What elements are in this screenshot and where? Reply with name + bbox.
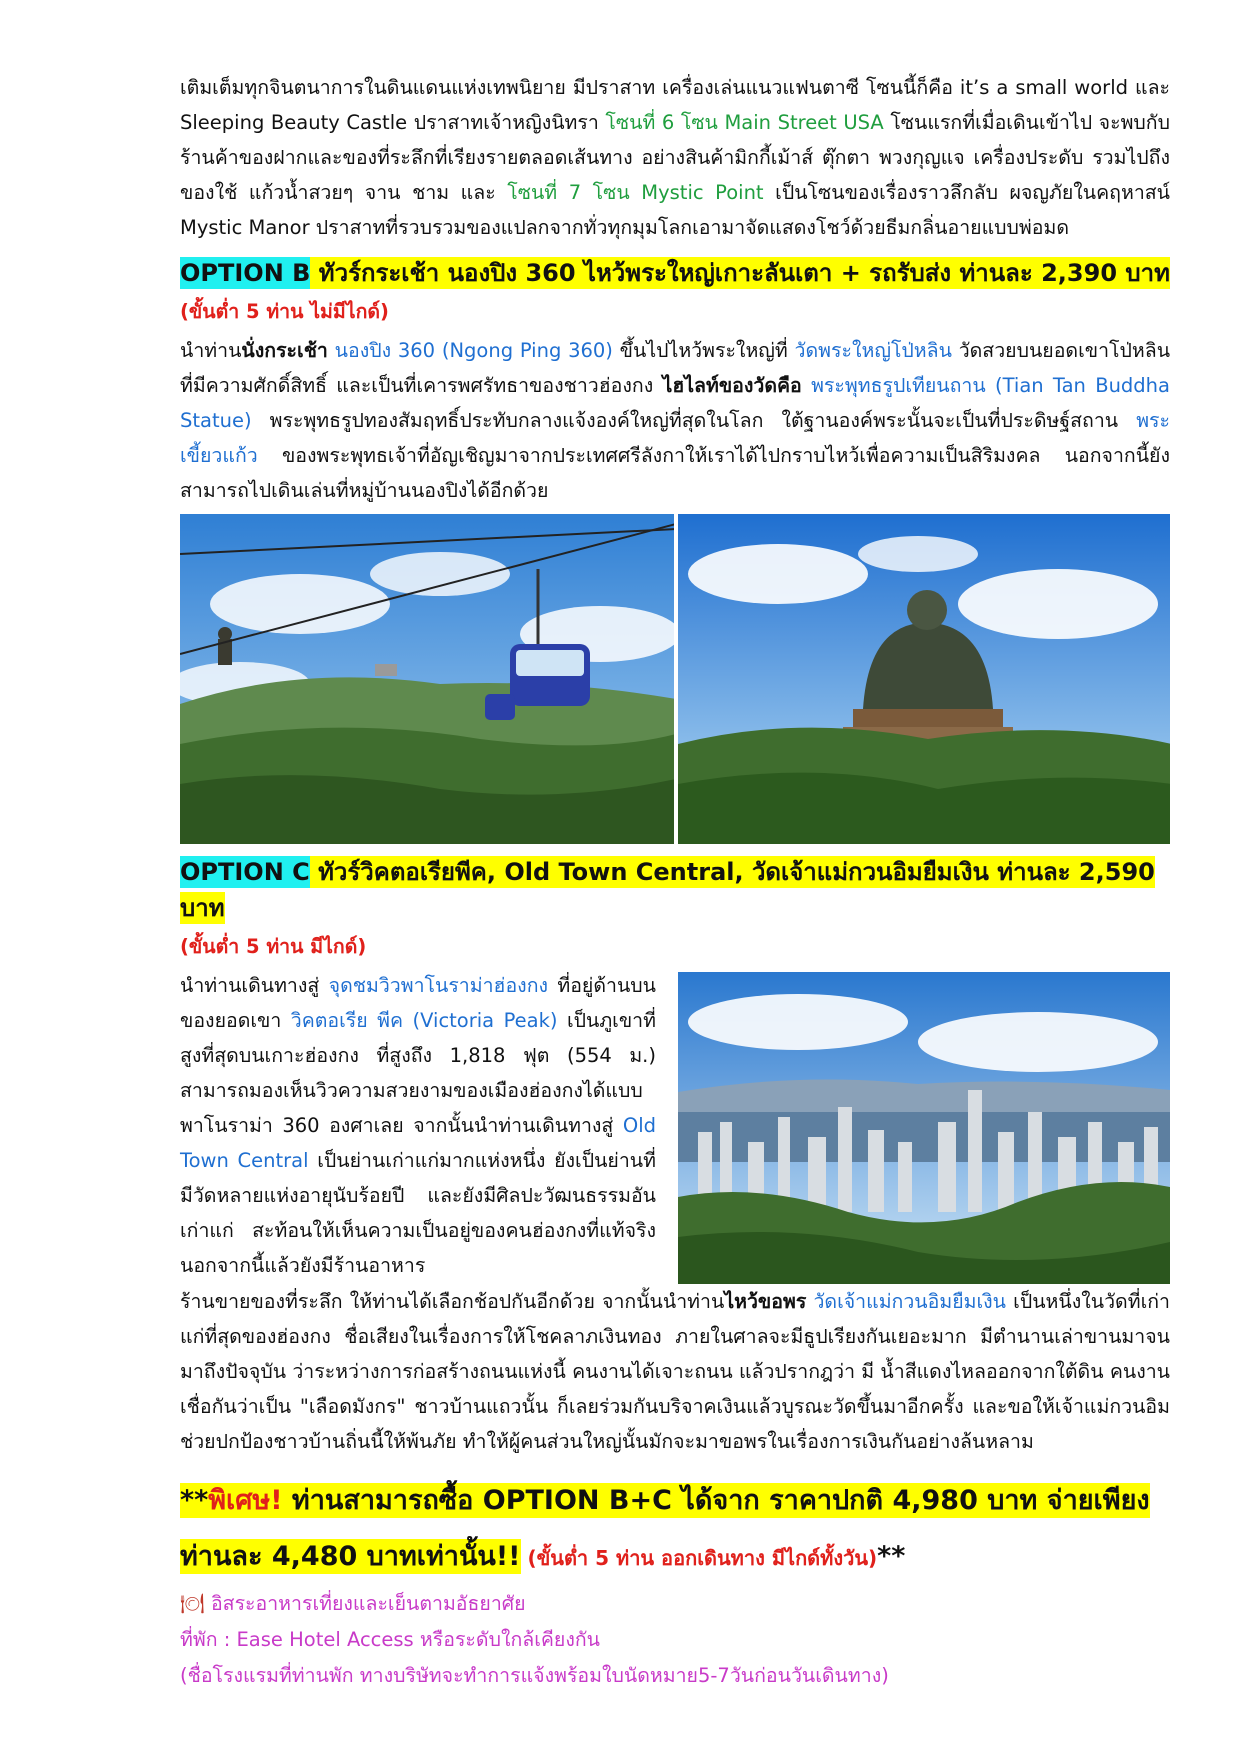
option-b-images <box>180 514 1170 844</box>
option-c-tag: OPTION C <box>180 858 310 886</box>
option-b-tag: OPTION B <box>180 259 311 287</box>
special-tag: พิเศษ! <box>208 1485 283 1516</box>
victoria-peak-photo <box>678 972 1170 1284</box>
meal-line <box>180 1586 1170 1622</box>
text-bold: ไฮไลท์ของวัดคือ <box>662 374 802 397</box>
text: วัดสวยบนยอดเขาโป่หลินที่มีความศักดิ์สิทธิ์ และเป็นที่เคารพศรัทธาของชาวฮ่องกง <box>180 339 1171 397</box>
text <box>802 374 811 397</box>
text: เป็นย่านเก่าแก่มากแห่งหนึ่ง ยังเป็นย่านที่มีวัดหลายแห่งอายุนับร้อยปี และยังมีศิลปะวัฒนธรรมอันเก่าแก่ สะท้อนให้เห็นความเป็นอยู่ของคนฮ่องกงที่แท้จริง นอกจากนี้แล้วยังมีร้านอาหาร <box>180 1149 656 1277</box>
option-c-paragraph-a <box>180 968 656 1284</box>
text: พระพุทธรูปทองสัมฤทธิ์ประทับกลางแจ้งองค์ใหญ่ที่สุดในโลก ใต้ฐานองค์พระนั้นจะเป็นที่ประดิษฐ์สถาน <box>251 409 1137 432</box>
option-b-heading <box>180 255 1170 291</box>
temple-link: วัดเจ้าแม่กวนอิมยืมเงิน <box>813 1290 1006 1313</box>
text: ร้านขายของที่ระลึก ให้ท่านได้เลือกช้อปกันอีกด้วย จากนั้นนำท่าน <box>180 1290 725 1313</box>
cable-car-photo <box>180 514 674 844</box>
stars: ** <box>180 1485 209 1516</box>
text: นำท่านเดินทางสู่ <box>180 974 329 997</box>
document-page <box>180 70 1170 1694</box>
option-c-heading <box>180 854 1170 926</box>
special-note: (ขั้นต่ำ 5 ท่าน ออกเดินทาง มีไกด์ทั้งวัน) <box>520 1546 878 1570</box>
text: เป็นหนึ่งในวัดที่เก่าแก่ที่สุดของฮ่องกง ชื่อเสียงในเรื่องการให้โชคลาภเงินทอง ภายในศาลจะมีธูปเรียงกันเยอะมาก มีตำนานเล่าขานมาจนมาถึงปัจจุบัน ว่าระหว่างการก่อสร้างถนนแห่งนี้ คนงานได้เจาะถนน แล้วปรากฎว่า มี น้ำสีแดงไหลออกจากใต้ดิน คนงานเชื่อกันว่าเป็น "เลือดมังกร" ชาวบ้านแถวนั้น ก็เลยร่วมกันบริจาคเงินแล้วบูรณะวัดขึ้นมาอีกครั้ง และขอให้เจ้าแม่กวนอิม ช่วยปกป้องชาวบ้านถิ่นนี้ให้พ้นภัย ทำให้ผู้คนส่วนใหญ่นั้นมักจะมาขอพรในเรื่องการเงินกันอย่างล้นหลาม <box>180 1290 1170 1453</box>
intro-paragraph <box>180 70 1170 245</box>
text <box>328 339 335 362</box>
special-offer <box>180 1473 1170 1586</box>
text: เป็นภูเขาที่สูงที่สุดบนเกาะฮ่องกง ที่สูงถึง 1,818 ฟุต (554 ม.) สามารถมองเห็นวิวความสวยงามของเมืองฮ่องกงได้แบบพาโนราม่า 360 องศาเลย จากนั้นนำท่านเดินทางสู่ <box>180 1009 656 1137</box>
option-c-paragraph-b <box>180 1284 1170 1459</box>
text: ของพระพุทธเจ้าที่อัญเชิญมาจากประเทศศรีลังกาให้เราได้ไปกราบไหว้เพื่อความเป็นสิริมงคล นอกจากนี้ยังสามารถไปเดินเล่นที่หมู่บ้านนองปิงได้อีกด้วย <box>180 444 1170 502</box>
meal-icon: 🍽 <box>180 1592 205 1615</box>
hotel-note: (ชื่อโรงแรมที่ท่านพัก ทางบริษัทจะทำการแจ้งพร้อมใบนัดหมาย5-7วันก่อนวันเดินทาง) <box>180 1664 889 1687</box>
option-c-title: ทัวร์วิคตอเรียพีค, Old Town Central, วัดเจ้าแม่กวนอิมยืมเงิน ท่านละ 2,590 บาท <box>180 858 1155 922</box>
intro-text: เป็นโซนของเรื่องราวลึกลับ ผจญภัยในคฤหาสน์ Mystic Manor ปราสาทที่รวบรวมของแปลกจากทั่วทุกมุมโลกเอามาจัดแสดงโชว์ด้วยธีมกลิ่นอายแบบพ่อมด <box>180 181 1171 239</box>
zone6-link: โซนที่ 6 โซน Main Street USA <box>605 111 884 134</box>
viewpoint-link: จุดชมวิวพาโนราม่าฮ่องกง <box>328 974 549 997</box>
text-bold: นั่งกระเช้า <box>241 339 328 362</box>
text: ที่อยู่ด้านบนของยอดเขา <box>180 974 656 1032</box>
big-buddha-photo <box>678 514 1170 844</box>
option-b-paragraph <box>180 333 1170 508</box>
tian-tan-link: พระพุทธรูปเทียนถาน (Tian Tan Buddha Statue) <box>180 374 1170 432</box>
footer <box>180 1586 1170 1694</box>
option-b-note: (ขั้นต่ำ 5 ท่าน ไม่มีไกด์) <box>180 300 389 323</box>
option-c-block <box>180 968 1170 1284</box>
option-c-note: (ขั้นต่ำ 5 ท่าน มีไกด์) <box>180 935 367 958</box>
text: ขึ้นไปไหว้พระใหญ่ที่ <box>612 339 795 362</box>
old-town-link: Old Town Central <box>180 1114 656 1172</box>
ngong-ping-link: นองปิง 360 (Ngong Ping 360) <box>334 339 613 362</box>
zone7-link: โซนที่ 7 โซน Mystic Point <box>507 181 764 204</box>
intro-text: เติมเต็มทุกจินตนาการในดินแดนแห่งเทพนิยาย มีปราสาท เครื่องเล่นแนวแฟนตาซี โซนนี้ก็คือ it’s a small world และ Sleeping Beauty Castle ปราสาทเจ้าหญิงนิทรา <box>180 76 1170 134</box>
hotel-line: ที่พัก : Ease Hotel Access หรือระดับใกล้เคียงกัน <box>180 1628 601 1651</box>
option-b-title: ทัวร์กระเช้า นองปิง 360 ไหว้พระใหญ่เกาะลันเตา + รถรับส่ง ท่านละ 2,390 บาท <box>310 259 1170 287</box>
special-text: ท่านสามารถซื้อ OPTION B+C ได้จาก ราคาปกติ 4,980 บาท จ่ายเพียงท่านละ 4,480 บาทเท่านั้น!! <box>180 1485 1150 1572</box>
text-bold: ไหว้ขอพร <box>724 1290 807 1313</box>
meal-text: อิสระอาหารเที่ยงและเย็นตามอัธยาศัย <box>204 1592 526 1615</box>
tooth-relic-link: พระเขี้ยวแก้ว <box>180 409 1170 467</box>
intro-text: โซนแรกที่เมื่อเดินเข้าไป จะพบกับร้านค้าของฝากและของที่ระลึกที่เรียงรายตลอดเส้นทาง อย่างสินค้ามิกกี้เม้าส์ ตุ๊กตา พวงกุญแจ เครื่องประดับ รวมไปถึงของใช้ แก้วน้ำสวยๆ จาน ชาม และ <box>180 111 1170 204</box>
victoria-peak-link: วิคตอเรีย พีค (Victoria Peak) <box>290 1009 558 1032</box>
polin-link: วัดพระใหญ่โป่หลิน <box>794 339 952 362</box>
stars: ** <box>877 1541 906 1572</box>
text: นำท่าน <box>180 339 242 362</box>
